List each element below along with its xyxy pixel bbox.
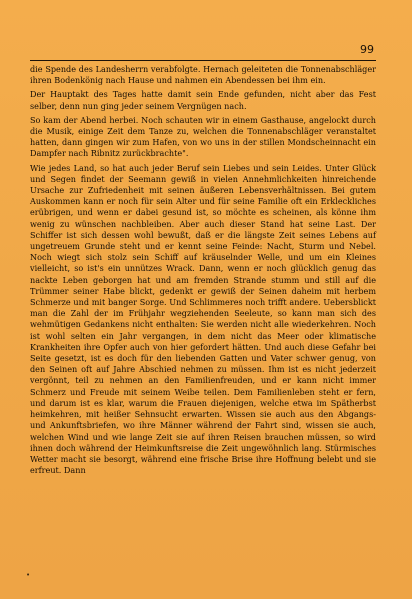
footer-mark: •: [26, 571, 31, 579]
paragraph-3: So kam der Abend herbei. Noch schauten wir in einem Gasthause, angelockt durch die Musik, einige Zeit dem Tanze zu, welchen die Tonnenabschläger veranstaltet hatten, dann gingen wir zum Hafen, von wo uns in der stillen Mondscheinnacht ein Dampfer nach Ribnitz zurückbrachte".: [30, 114, 376, 159]
page-body: [30, 64, 376, 479]
page-number: 99: [360, 43, 374, 56]
paragraph-4: Wie jedes Land, so hat auch jeder Beruf sein Liebes und sein Leides. Unter Glück und Segen findet der Seemann gewiß in vielen Annehmlichkeiten hinreichende Ursache zur Zufriedenheit mit seinen äußeren Lebensverhältnissen. Bei gutem Auskommen kann er noch für sein Alter und für seine Familie oft ein Erkleckliches erübrigen, und wenn er dabei gesund ist, so möchte es scheinen, als könne ihm wenig zu wünschen nachbleiben. Aber auch dieser Stand hat seine Last. Der Schiffer ist sich dessen wohl bewußt, daß er die längste Zeit seines Lebens auf ungetreuem Grunde steht und er kennt seine Feinde: Nacht, Sturm und Nebel. Noch wiegt sich stolz sein Schiff auf kräuselnder Welle, und um ein Kleines vielleicht, so ist's ein unnützes Wrack. Dann, wenn er noch glücklich genug das nackte Leben geborgen hat und am fremden Strande stumm und still auf die Trümmer seiner Habe blickt, gedenkt er gewiß der Seinen daheim mit herbem Schmerze und mit banger Sorge. Und Schlimmeres noch trifft andere. Uebersblickt man die Zahl der im Frühjahr wegziehenden Seeleute, so kann man sich des wehmütigen Gedankens nicht enthalten: Sie werden nicht alle wiederkehren. Noch ist wohl selten ein Jahr vergangen, in dem nicht das Meer oder klimatische Krankheiten ihre Opfer auch von hier gefordert hätten. Und auch diese Gefahr bei Seite gesetzt, ist es doch für den liebenden Gatten und Vater schwer genug, von den Seinen oft auf Jahre Abschied nehmen zu müssen. Ihm ist es nicht jederzeit vergönnt, teil zu nehmen an den Familienfreuden, und er kann nicht immer Schmerz und Freude mit seinem Weibe teilen. Dem Familienleben steht er fern, und darum ist es klar, warum die Frauen diejenigen, welche etwa im Spätherbst heimkehren, mit heißer Sehnsucht erwarten. Wissen sie auch aus den Abgangs- und Ankunftsbriefen, wo ihre Männer während der Fahrt sind, wissen sie auch, welchen Wind und wie lange Zeit sie auf ihren Reisen brauchen müssen, so wird ihnen doch während der Heimkunftsreise die Zeit ungewöhnlich lang. Stürmisches Wetter macht sie besorgt, während eine frische Brise ihre Hoffnung belebt und sie erfreut. Dann: [30, 162, 376, 476]
paragraph-2: Der Hauptakt des Tages hatte damit sein Ende gefunden, nicht aber das Fest selber, denn nun ging jeder seinem Vergnügen nach.: [30, 89, 376, 111]
header-rule: [30, 60, 376, 61]
paragraph-1: die Spende des Landesherrn verabfolgte. Hernach geleiteten die Tonnenabschläger ihren Bodenkönig nach Hause und nahmen ein Abendessen bei ihm ein.: [30, 64, 376, 86]
